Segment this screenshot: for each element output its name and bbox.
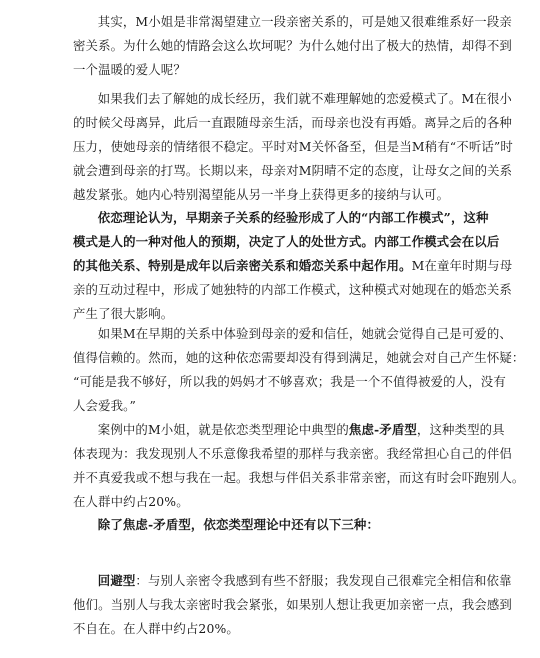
normal-text: 不自在。在人群中约占20%。 xyxy=(73,621,239,636)
paragraph-avoidant-type xyxy=(73,569,512,641)
text-line xyxy=(73,442,512,466)
normal-text: 产生了很大影响。 xyxy=(73,306,174,321)
text-line: 一个温暖的爱人呢？ xyxy=(73,62,186,77)
text-line xyxy=(73,418,505,442)
paragraph-intro xyxy=(73,10,512,82)
bold-text: 模式是人的一种对他人的预期，决定了人的处世方式。内部工作模式会在以后 xyxy=(73,234,500,249)
text-line xyxy=(73,617,473,641)
text-line: 其实，M小姐是非常渴望建立一段亲密关系的，可是她又很难维系好一段亲 xyxy=(97,14,512,29)
paragraph-attachment-theory xyxy=(73,206,513,326)
normal-text: ，这种类型的具 xyxy=(416,422,505,437)
normal-text: 体表现为：我发现别人不乐意像我希望的那样与我亲密。我经常担心自己的伴侣 xyxy=(73,446,512,461)
text-line: “可能是我不够好，所以我的妈妈才不够喜欢；我是一个不值得被爱的人，没有 xyxy=(73,374,506,389)
text-line xyxy=(73,206,489,230)
normal-text: 案例中的M小姐，就是依恋类型理论中典型的 xyxy=(97,422,349,437)
paragraph-three-types-heading xyxy=(73,513,473,537)
bold-text: 焦虑-矛盾型 xyxy=(348,422,417,437)
text-line xyxy=(73,593,512,617)
normal-text: 他们。当别人与我太亲密时我会紧张，如果别人想让我更加亲密一点，我会感到 xyxy=(73,597,512,612)
paragraph-anxious-type xyxy=(73,418,525,514)
normal-text: ：与别人亲密令我感到有些不舒服；我发现自己很难完全相信和依靠 xyxy=(135,573,512,588)
paragraph-background xyxy=(73,87,513,207)
text-line: 越发紧张。她内心特别渴望能从另一半身上获得更多的接纳与认可。 xyxy=(73,187,450,202)
text-line xyxy=(73,230,500,254)
text-line: 的时候父母离异，此后一直跟随母亲生活，而母亲也没有再婚。离异之后的各种 xyxy=(73,115,512,130)
text-line xyxy=(73,490,473,514)
text-line: 压力，使她母亲的情绪很不稳定。平时对M关怀备至，但是当M稍有“不听话”时 xyxy=(73,139,513,154)
paragraph-early-relationship xyxy=(73,322,525,418)
text-line: 值得信赖的。然而，她的这种依恋需要却没有得到满足，她就会对自己产生怀疑： xyxy=(73,350,525,365)
bold-text: 回避型 xyxy=(97,573,136,588)
normal-text: M在童年时期与母 xyxy=(411,258,513,273)
bold-text: 的其他关系、特别是成年以后亲密关系和婚恋关系中起作用。 xyxy=(73,258,412,273)
text-line: 除了焦虑-矛盾型，依恋类型理论中还有以下三种： xyxy=(97,517,379,532)
text-line: 如果我们去了解她的成长经历，我们就不难理解她的恋爱模式了。M在很小 xyxy=(97,91,512,106)
text-line: 密关系。为什么她的情路会这么坎坷呢？为什么她付出了极大的热情，却得不到 xyxy=(73,38,512,53)
normal-text: 在人群中约占20%。 xyxy=(73,494,189,509)
normal-text: 并不真爱我或不想与我在一起。我想与伴侣关系非常亲密，而这有时会吓跑别人。 xyxy=(73,470,525,485)
text-line xyxy=(73,569,512,593)
text-line: 如果M在早期的关系中体验到母亲的爱和信任，她就会觉得自己是可爱的、 xyxy=(97,326,512,341)
text-line xyxy=(73,278,512,302)
text-line xyxy=(73,466,525,490)
text-line xyxy=(73,254,513,278)
text-line: 人会爱我。” xyxy=(73,398,136,413)
bold-text: 依恋理论认为，早期亲子关系的经验形成了人的“内部工作模式”，这种 xyxy=(97,210,489,225)
text-line: 就会遭到母亲的打骂。长期以来，母亲对M阴晴不定的态度，让母女之间的关系 xyxy=(73,163,513,178)
normal-text: 亲的互动过程中，形成了她独特的内部工作模式，这种模式对她现在的婚恋关系 xyxy=(73,282,512,297)
